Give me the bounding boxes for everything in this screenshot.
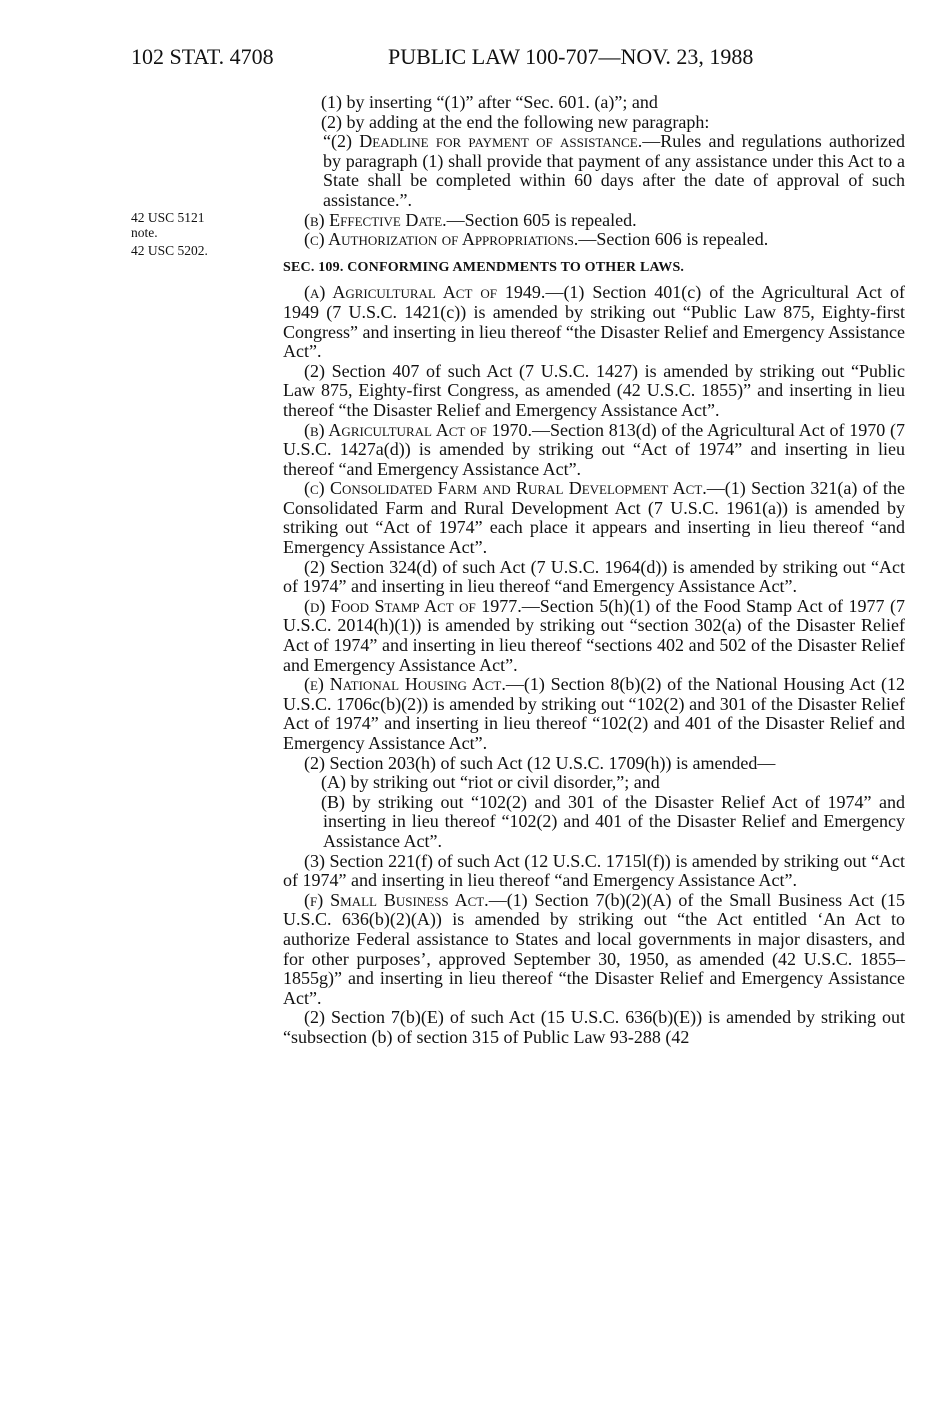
stat-page-number: 102 STAT. 4708 <box>131 44 274 69</box>
subsection-b-agri-heading: (b) Agricultural Act of 1970. <box>304 419 532 440</box>
subsection-c-farm: (c) Consolidated Farm and Rural Development Act.—(1) Section 321(a) of the Consolidated Farm and Rural Development Act (7 U.S.C. 1961(a)) is amended by striking out “Act of 1974” each place it appears and inserting in lieu thereof “and Emergency Assistance Act”. <box>283 478 905 558</box>
subsection-d-heading: (d) Food Stamp Act of 1977. <box>304 595 522 616</box>
page-header <box>0 44 947 84</box>
paragraph-e2-B: (B) by striking out “102(2) and 301 of the Disaster Relief Act of 1974” and inserting in lieu thereof “102(2) and 401 of the Disaster Relief and Emergency Assistance Act”. <box>321 791 905 851</box>
paragraph-a2: (2) Section 407 of such Act (7 U.S.C. 1427) is amended by striking out “Public Law 875, Eighty-first Congress, as amended (42 U.S.C. 1855)” and inserting in lieu thereof “the Disaster Relief and Emergency Assistance Act”. <box>283 360 905 420</box>
paragraph-c2: (2) Section 324(d) of such Act (7 U.S.C. 1964(d)) is amended by striking out “Act of 1974” and inserting in lieu thereof “and Emergency Assistance Act”. <box>283 556 905 597</box>
subsection-e-heading: (e) National Housing Act. <box>304 674 506 695</box>
paragraph-e2: (2) Section 203(h) of such Act (12 U.S.C. 1709(h)) is amended— <box>304 752 776 773</box>
subsection-a: (a) Agricultural Act of 1949.—(1) Section 401(c) of the Agricultural Act of 1949 (7 U.S.C. 1421(c)) is amended by striking out “Public Law 875, Eighty-first Congress” and inserting in lieu thereof “the Disaster Relief and Emergency Assistance Act”. <box>283 282 905 362</box>
subsection-a-heading: (a) Agricultural Act of 1949. <box>304 282 546 303</box>
subsection-e: (e) National Housing Act.—(1) Section 8(b)(2) of the National Housing Act (12 U.S.C. 1706c(b)(2)) is amended by striking out “102(2) and 301 of the Disaster Relief Act of 1974” and inserting in lieu thereof “102(2) and 401 of the Disaster Relief and Emergency Assistance Act”. <box>283 674 905 753</box>
paragraph-e3: (3) Section 221(f) of such Act (12 U.S.C. 1715l(f)) is amended by striking out “Act of 1974” and inserting in lieu thereof “and Emergency Assistance Act”. <box>283 850 905 891</box>
subsection-b-agri: (b) Agricultural Act of 1970.—Section 813(d) of the Agricultural Act of 1970 (7 U.S.C. 1427a(d)) is amended by striking out “Act of 1974” and inserting in lieu thereof “and Emergency Assistance Act”. <box>283 419 905 479</box>
subsection-f-heading: (f) Small Business Act. <box>304 889 489 910</box>
paragraph-1: (1) by inserting “(1)” after “Sec. 601. (a)”; and <box>321 92 658 112</box>
public-law-title: PUBLIC LAW 100-707—NOV. 23, 1988 <box>388 44 754 69</box>
paragraph-deadline: “(2) Deadline for payment of assistance.—Rules and regulations authorized by paragraph (1) shall provide that payment of any assistance under this Act to a State shall be completed within 60 days after the date of approval of such assistance.”. <box>323 131 905 210</box>
section-heading: SEC. 109. CONFORMING AMENDMENTS TO OTHER LAWS. <box>283 259 685 275</box>
subsection-d: (d) Food Stamp Act of 1977.—Section 5(h)(1) of the Food Stamp Act of 1977 (7 U.S.C. 2014(h)(1)) is amended by striking out “section 302(a) of the Disaster Relief Act of 1974” and inserting in lieu thereof “sections 402 and 502 of the Disaster Relief and Emergency Assistance Act”. <box>283 595 905 675</box>
subsection-c-heading: (c) Authorization of Appropriations. <box>304 229 579 250</box>
subsection-c-farm-heading: (c) Consolidated Farm and Rural Development Act. <box>304 478 707 499</box>
margin-note-usc-5121: 42 USC 5121 note. <box>131 210 205 240</box>
subsection-b: (b) Effective Date.—Section 605 is repealed. <box>304 209 637 230</box>
subsection-c: (c) Authorization of Appropriations.—Section 606 is repealed. <box>304 229 769 250</box>
statute-body <box>283 93 905 1048</box>
paragraph-deadline-heading: “(2) Deadline for payment of assistance. <box>323 131 643 152</box>
margin-note-usc-5202: 42 USC 5202. <box>131 243 208 258</box>
subsection-b-heading: (b) Effective Date. <box>304 209 447 230</box>
paragraph-f2: (2) Section 7(b)(E) of such Act (15 U.S.C. 636(b)(E)) is amended by striking out “subsection (b) of section 315 of Public Law 93-288 (42 <box>283 1007 905 1047</box>
paragraph-2: (2) by adding at the end the following new paragraph: <box>321 111 710 132</box>
subsection-f: (f) Small Business Act.—(1) Section 7(b)(2)(A) of the Small Business Act (15 U.S.C. 636(b)(2)(A)) is amended by striking out “the Act entitled ‘An Act to authorize Federal assistance to States and local governments in major disasters, and for other purposes’, approved September 30, 1950, as amended (42 U.S.C. 1855–1855g)” and inserting in lieu thereof “the Disaster Relief and Emergency Assistance Act”. <box>283 889 905 1008</box>
paragraph-e2-A: (A) by striking out “riot or civil disorder,”; and <box>321 772 660 793</box>
